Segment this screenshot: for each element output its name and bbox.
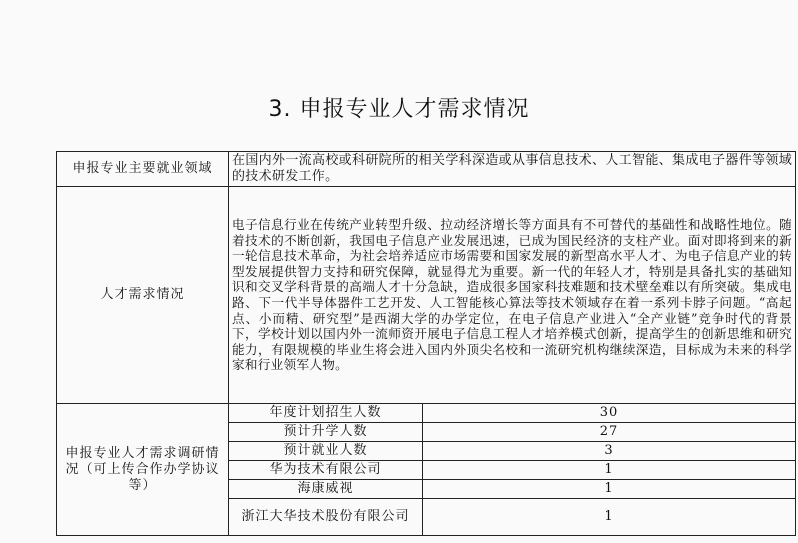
table-row-survey — [57, 404, 796, 423]
survey-item-key: 预计升学人数 — [229, 423, 423, 442]
survey-item-key: 华为技术有限公司 — [229, 461, 423, 480]
table-row-employment-domain — [57, 152, 796, 187]
survey-item-value: 3 — [423, 442, 796, 461]
page-title: 3. 申报专业人才需求情况 — [268, 97, 530, 122]
survey-item-key: 预计就业人数 — [229, 442, 423, 461]
table-row-talent-demand — [57, 187, 796, 404]
talent-demand-label: 人才需求情况 — [57, 187, 229, 404]
survey-item-key: 年度计划招生人数 — [229, 404, 423, 423]
survey-item-value: 1 — [423, 461, 796, 480]
survey-item-key: 海康威视 — [229, 480, 423, 499]
talent-demand-content: 电子信息行业在传统产业转型升级、拉动经济增长等方面具有不可替代的基础性和战略性地位。随着技术的不断创新，我国电子信息产业发展迅速，已成为国民经济的支柱产业。面对即将到来的新一轮信息技术革命，为社会培养适应市场需要和国家发展的新型高水平人才、为电子信息产业的转型发展提供智力支持和研究保障，就显得尤为重要。新一代的年轻人才，特别是具备扎实的基础知识和交叉学科背景的高端人才十分急缺，造成很多国家科技难题和技术壁垒难以有所突破。集成电路、下一代半导体器件工艺开发、人工智能核心算法等技术领域存在着一系列卡脖子问题。“高起点、小而精、研究型”是西湖大学的办学定位，在电子信息产业进入“全产业链”竞争时代的背景下，学校计划以国内外一流师资开展电子信息工程人才培养模式创新，提高学生的创新思维和研究能力，有限规模的毕业生将会进入国内外顶尖名校和一流研究机构继续深造，目标成为未来的科学家和行业领军人物。 — [229, 187, 796, 404]
survey-item-value: 1 — [423, 480, 796, 499]
talent-demand-table — [56, 151, 796, 536]
survey-item-value: 27 — [423, 423, 796, 442]
survey-item-value: 30 — [423, 404, 796, 423]
survey-item-value: 1 — [423, 499, 796, 536]
employment-domain-content: 在国内外一流高校或科研院所的相关学科深造或从事信息技术、人工智能、集成电子器件等领域的技术研发工作。 — [229, 152, 796, 187]
survey-label: 申报专业人才需求调研情况（可上传合作办学协议等） — [57, 404, 229, 536]
survey-item-key: 浙江大华技术股份有限公司 — [229, 499, 423, 536]
employment-domain-label: 申报专业主要就业领域 — [57, 152, 229, 187]
